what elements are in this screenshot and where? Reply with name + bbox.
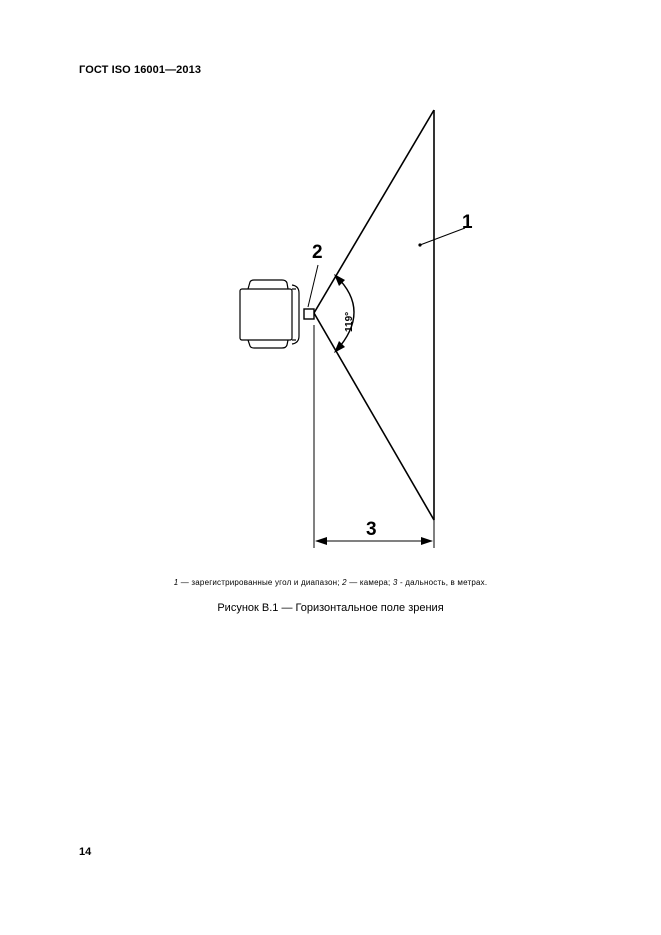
camera-shape (304, 309, 314, 319)
vehicle-drawing (240, 280, 299, 348)
legend-text-3: - дальность, в метрах. (397, 578, 488, 587)
camera-leader (308, 265, 318, 307)
legend-text-2: — камера; (346, 578, 393, 587)
field-of-view-area (314, 110, 434, 520)
legend-num-3: 3 (392, 578, 398, 587)
distance-arrow-left (315, 537, 327, 545)
distance-label: 3 (366, 519, 377, 540)
distance-dimension (314, 325, 434, 548)
distance-arrow-right (421, 537, 433, 545)
legend-num-2: 2 (342, 578, 347, 587)
angle-label: 119° (344, 311, 355, 332)
page-number: 14 (79, 846, 92, 858)
range-area-leader (418, 228, 465, 247)
document-header: ГОСТ ISO 16001—2013 (79, 64, 202, 76)
range-area-label: 1 (462, 212, 473, 233)
legend-num-1: 1 (173, 578, 179, 587)
legend-text-1: — зарегистрированные угол и диапазон; (178, 578, 343, 587)
figure-legend (0, 578, 661, 587)
camera-label: 2 (312, 242, 323, 263)
figure-caption: Рисунок В.1 — Горизонтальное поле зрения (217, 602, 444, 614)
